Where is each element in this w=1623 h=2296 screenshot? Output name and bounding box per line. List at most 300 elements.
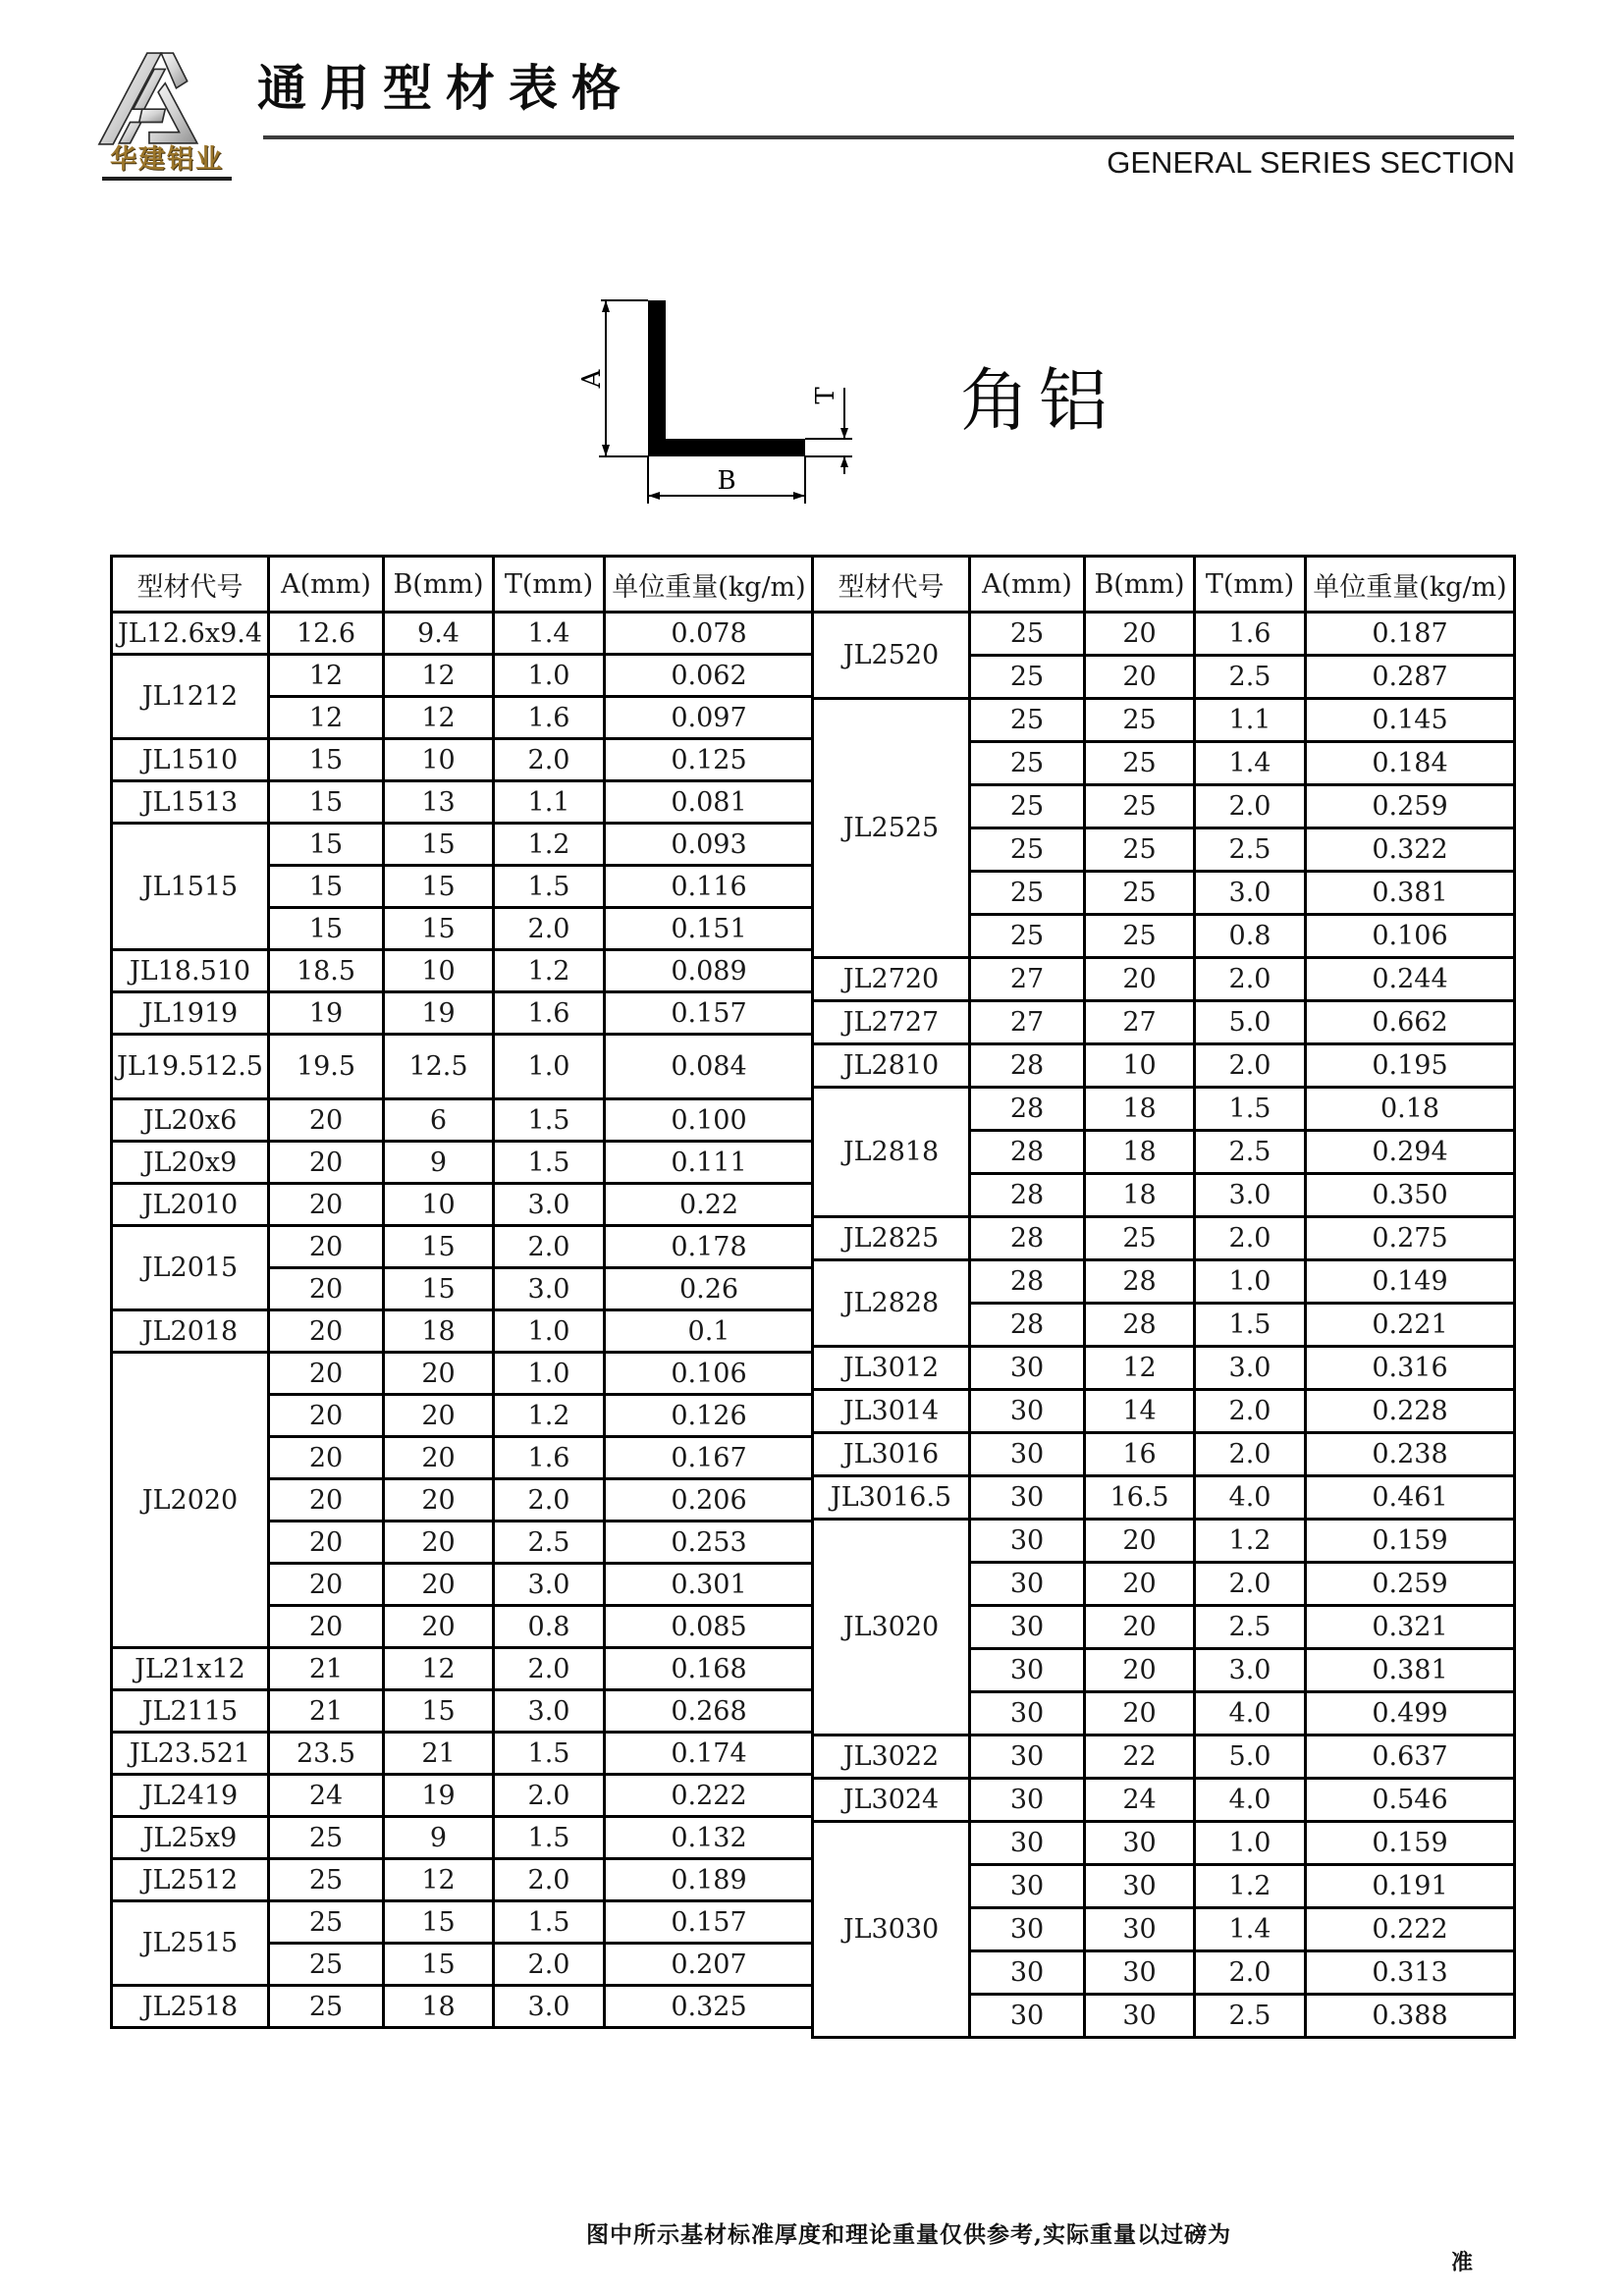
value-cell: 9.4 (384, 613, 494, 655)
profile-code-cell: JL3016.5 (813, 1476, 970, 1520)
value-cell: 25 (269, 1986, 384, 2028)
value-cell: 0.322 (1306, 828, 1515, 872)
value-cell: 15 (269, 781, 384, 824)
value-cell: 30 (970, 1951, 1085, 1995)
value-cell: 21 (269, 1648, 384, 1690)
value-cell: 0.350 (1306, 1174, 1515, 1217)
value-cell: 0.097 (605, 697, 814, 739)
value-cell: 2.5 (1195, 1606, 1306, 1649)
profile-code-cell: JL3016 (813, 1433, 970, 1476)
value-cell: 0.287 (1306, 656, 1515, 699)
value-cell: 30 (970, 1606, 1085, 1649)
value-cell: 13 (384, 781, 494, 824)
table-row (112, 655, 814, 697)
value-cell: 30 (970, 1563, 1085, 1606)
profile-code-cell: JL3024 (813, 1779, 970, 1822)
value-cell: 12 (384, 697, 494, 739)
table-row (112, 1901, 814, 1944)
column-header: B(mm) (384, 557, 494, 613)
column-header: B(mm) (1085, 557, 1195, 613)
value-cell: 3.0 (494, 1184, 605, 1226)
value-cell: 0.159 (1306, 1520, 1515, 1563)
value-cell: 0.078 (605, 613, 814, 655)
value-cell: 0.116 (605, 866, 814, 908)
profile-vertical-leg (648, 300, 666, 456)
value-cell: 18 (1085, 1131, 1195, 1174)
value-cell: 25 (1085, 1217, 1195, 1260)
value-cell: 0.151 (605, 908, 814, 950)
profile-code-cell: JL2015 (112, 1226, 269, 1310)
value-cell: 3.0 (494, 1986, 605, 2028)
value-cell: 1.5 (494, 1901, 605, 1944)
value-cell: 25 (1085, 828, 1195, 872)
value-cell: 0.132 (605, 1817, 814, 1859)
value-cell: 30 (970, 1908, 1085, 1951)
table-row (112, 1859, 814, 1901)
value-cell: 20 (269, 1268, 384, 1310)
profile-horizontal-leg (648, 439, 805, 456)
footer-note-tail: 准 (1451, 2250, 1474, 2275)
table-row (112, 824, 814, 866)
profile-code-cell: JL20x6 (112, 1099, 269, 1142)
dimension-label-a: A (577, 369, 607, 389)
table-row (813, 1520, 1515, 1563)
value-cell: 25 (269, 1944, 384, 1986)
value-cell: 28 (1085, 1260, 1195, 1304)
profile-code-cell: JL3030 (813, 1822, 970, 2038)
value-cell: 10 (1085, 1044, 1195, 1088)
profile-code-cell: JL1513 (112, 781, 269, 824)
value-cell: 1.6 (494, 992, 605, 1035)
value-cell: 15 (384, 866, 494, 908)
value-cell: 1.5 (1195, 1304, 1306, 1347)
value-cell: 0.546 (1306, 1779, 1515, 1822)
value-cell: 0.093 (605, 824, 814, 866)
table-row (112, 1817, 814, 1859)
table-row (813, 1217, 1515, 1260)
value-cell: 12 (384, 1859, 494, 1901)
value-cell: 15 (384, 1226, 494, 1268)
table-row (112, 1226, 814, 1268)
value-cell: 10 (384, 739, 494, 781)
value-cell: 4.0 (1195, 1476, 1306, 1520)
value-cell: 1.2 (494, 824, 605, 866)
value-cell: 15 (269, 824, 384, 866)
value-cell: 2.0 (1195, 1951, 1306, 1995)
value-cell: 15 (384, 824, 494, 866)
value-cell: 15 (269, 866, 384, 908)
value-cell: 25 (970, 699, 1085, 742)
value-cell: 25 (970, 613, 1085, 656)
value-cell: 20 (384, 1479, 494, 1522)
table-row (813, 1088, 1515, 1131)
value-cell: 30 (970, 1520, 1085, 1563)
value-cell: 0.8 (1195, 915, 1306, 958)
value-cell: 1.6 (494, 697, 605, 739)
value-cell: 27 (970, 958, 1085, 1001)
value-cell: 15 (384, 908, 494, 950)
value-cell: 1.4 (1195, 742, 1306, 785)
column-header: T(mm) (1195, 557, 1306, 613)
profile-code-cell: JL21x12 (112, 1648, 269, 1690)
profile-code-cell: JL2512 (112, 1859, 269, 1901)
value-cell: 0.184 (1306, 742, 1515, 785)
value-cell: 20 (269, 1564, 384, 1606)
value-cell: 28 (970, 1217, 1085, 1260)
table-row (813, 1260, 1515, 1304)
value-cell: 19 (269, 992, 384, 1035)
value-cell: 15 (384, 1901, 494, 1944)
value-cell: 25 (1085, 872, 1195, 915)
table-row (112, 1353, 814, 1395)
value-cell: 1.4 (1195, 1908, 1306, 1951)
profile-code-cell: JL2810 (813, 1044, 970, 1088)
value-cell: 19.5 (269, 1035, 384, 1099)
value-cell: 2.0 (494, 1775, 605, 1817)
value-cell: 12.5 (384, 1035, 494, 1099)
value-cell: 1.5 (494, 1817, 605, 1859)
value-cell: 0.100 (605, 1099, 814, 1142)
value-cell: 15 (384, 1690, 494, 1733)
value-cell: 12 (1085, 1347, 1195, 1390)
value-cell: 30 (1085, 1908, 1195, 1951)
value-cell: 0.259 (1306, 1563, 1515, 1606)
value-cell: 1.2 (494, 950, 605, 992)
table-row (813, 1347, 1515, 1390)
value-cell: 20 (1085, 1692, 1195, 1735)
profile-code-cell: JL1515 (112, 824, 269, 950)
value-cell: 0.381 (1306, 872, 1515, 915)
value-cell: 1.5 (494, 1733, 605, 1775)
value-cell: 0.222 (605, 1775, 814, 1817)
value-cell: 0.081 (605, 781, 814, 824)
product-name: 角铝 (960, 360, 1117, 441)
footer-note: 图中所示基材标准厚度和理论重量仅供参考,实际重量以过磅为 (586, 2221, 1232, 2248)
value-cell: 23.5 (269, 1733, 384, 1775)
value-cell: 0.662 (1306, 1001, 1515, 1044)
table-row (112, 1099, 814, 1142)
value-cell: 20 (1085, 613, 1195, 656)
profile-code-cell: JL12.6x9.4 (112, 613, 269, 655)
profile-code-cell: JL2020 (112, 1353, 269, 1648)
value-cell: 27 (970, 1001, 1085, 1044)
profile-code-cell: JL2828 (813, 1260, 970, 1347)
profile-code-cell: JL20x9 (112, 1142, 269, 1184)
table-row (112, 1142, 814, 1184)
value-cell: 30 (970, 1995, 1085, 2038)
value-cell: 0.187 (1306, 613, 1515, 656)
profile-code-cell: JL2515 (112, 1901, 269, 1986)
value-cell: 15 (269, 908, 384, 950)
value-cell: 2.5 (1195, 1131, 1306, 1174)
value-cell: 25 (269, 1817, 384, 1859)
value-cell: 12 (269, 655, 384, 697)
value-cell: 0.388 (1306, 1995, 1515, 2038)
value-cell: 20 (269, 1522, 384, 1564)
profile-code-cell: JL1212 (112, 655, 269, 739)
page-subtitle: GENERAL SERIES SECTION (1107, 145, 1515, 180)
value-cell: 1.0 (494, 1310, 605, 1353)
column-header: 型材代号 (112, 557, 269, 613)
value-cell: 0.1 (605, 1310, 814, 1353)
value-cell: 30 (970, 1347, 1085, 1390)
table-row (813, 1779, 1515, 1822)
value-cell: 0.461 (1306, 1476, 1515, 1520)
brand-logo-icon (90, 47, 216, 147)
value-cell: 0.222 (1306, 1908, 1515, 1951)
value-cell: 0.062 (605, 655, 814, 697)
value-cell: 20 (384, 1564, 494, 1606)
value-cell: 15 (269, 739, 384, 781)
title-divider (263, 135, 1514, 139)
value-cell: 0.191 (1306, 1865, 1515, 1908)
dimension-label-t: T (811, 387, 840, 404)
table-row (813, 958, 1515, 1001)
value-cell: 5.0 (1195, 1735, 1306, 1779)
value-cell: 15 (384, 1268, 494, 1310)
column-header: 单位重量(kg/m) (605, 557, 814, 613)
value-cell: 20 (269, 1226, 384, 1268)
value-cell: 0.637 (1306, 1735, 1515, 1779)
table-row (112, 950, 814, 992)
profile-code-cell: JL2115 (112, 1690, 269, 1733)
value-cell: 18 (384, 1986, 494, 2028)
value-cell: 2.0 (494, 1944, 605, 1986)
value-cell: 28 (970, 1174, 1085, 1217)
value-cell: 30 (970, 1649, 1085, 1692)
profile-code-cell: JL1510 (112, 739, 269, 781)
value-cell: 20 (384, 1353, 494, 1395)
value-cell: 14 (1085, 1390, 1195, 1433)
profile-code-cell: JL2018 (112, 1310, 269, 1353)
table-row (112, 1184, 814, 1226)
value-cell: 0.106 (1306, 915, 1515, 958)
value-cell: 16 (1085, 1433, 1195, 1476)
value-cell: 18 (1085, 1174, 1195, 1217)
profile-code-cell: JL2525 (813, 699, 970, 958)
value-cell: 0.221 (1306, 1304, 1515, 1347)
profiles-table-left (110, 555, 815, 2029)
table-row (813, 1390, 1515, 1433)
profile-code-cell: JL1919 (112, 992, 269, 1035)
column-header: T(mm) (494, 557, 605, 613)
value-cell: 20 (269, 1142, 384, 1184)
table-row (813, 699, 1515, 742)
value-cell: 19 (384, 1775, 494, 1817)
value-cell: 30 (970, 1735, 1085, 1779)
value-cell: 2.0 (1195, 1390, 1306, 1433)
value-cell: 0.157 (605, 1901, 814, 1944)
value-cell: 20 (269, 1310, 384, 1353)
value-cell: 0.174 (605, 1733, 814, 1775)
value-cell: 0.167 (605, 1437, 814, 1479)
value-cell: 1.2 (1195, 1520, 1306, 1563)
profile-code-cell: JL2520 (813, 613, 970, 699)
value-cell: 0.275 (1306, 1217, 1515, 1260)
table-row (112, 1648, 814, 1690)
profile-code-cell: JL2010 (112, 1184, 269, 1226)
angle-profile-diagram (545, 273, 1006, 533)
value-cell: 1.5 (494, 866, 605, 908)
profile-code-cell: JL2825 (813, 1217, 970, 1260)
value-cell: 0.316 (1306, 1347, 1515, 1390)
column-header: 单位重量(kg/m) (1306, 557, 1515, 613)
value-cell: 2.5 (494, 1522, 605, 1564)
dimension-label-b: B (717, 466, 736, 496)
value-cell: 1.0 (494, 1353, 605, 1395)
value-cell: 0.089 (605, 950, 814, 992)
value-cell: 27 (1085, 1001, 1195, 1044)
table-row (112, 613, 814, 655)
value-cell: 12 (269, 697, 384, 739)
column-header: A(mm) (970, 557, 1085, 613)
value-cell: 20 (269, 1353, 384, 1395)
value-cell: 3.0 (1195, 1649, 1306, 1692)
value-cell: 1.5 (494, 1142, 605, 1184)
value-cell: 30 (970, 1779, 1085, 1822)
value-cell: 20 (384, 1395, 494, 1437)
table-row (813, 1822, 1515, 1865)
value-cell: 25 (1085, 699, 1195, 742)
value-cell: 1.0 (494, 655, 605, 697)
table-row (813, 1001, 1515, 1044)
value-cell: 25 (970, 785, 1085, 828)
table-row (813, 1476, 1515, 1520)
value-cell: 0.195 (1306, 1044, 1515, 1088)
profile-code-cell: JL23.521 (112, 1733, 269, 1775)
value-cell: 18.5 (269, 950, 384, 992)
value-cell: 0.8 (494, 1606, 605, 1648)
table-header (813, 557, 1515, 613)
table-row (813, 613, 1515, 656)
table-row (112, 1775, 814, 1817)
value-cell: 0.313 (1306, 1951, 1515, 1995)
value-cell: 1.2 (1195, 1865, 1306, 1908)
value-cell: 22 (1085, 1735, 1195, 1779)
value-cell: 0.22 (605, 1184, 814, 1226)
value-cell: 30 (970, 1822, 1085, 1865)
value-cell: 18 (1085, 1088, 1195, 1131)
value-cell: 0.268 (605, 1690, 814, 1733)
value-cell: 0.228 (1306, 1390, 1515, 1433)
page-title: 通用型材表格 (257, 59, 634, 117)
value-cell: 2.5 (1195, 656, 1306, 699)
value-cell: 12.6 (269, 613, 384, 655)
value-cell: 28 (970, 1044, 1085, 1088)
value-cell: 0.085 (605, 1606, 814, 1648)
value-cell: 1.0 (1195, 1822, 1306, 1865)
table-row (813, 1433, 1515, 1476)
value-cell: 2.0 (494, 1479, 605, 1522)
column-header: 型材代号 (813, 557, 970, 613)
value-cell: 18 (384, 1310, 494, 1353)
table-row (112, 1690, 814, 1733)
value-cell: 3.0 (494, 1564, 605, 1606)
value-cell: 0.244 (1306, 958, 1515, 1001)
value-cell: 1.1 (1195, 699, 1306, 742)
table-row (112, 1310, 814, 1353)
value-cell: 0.325 (605, 1986, 814, 2028)
value-cell: 1.5 (494, 1099, 605, 1142)
value-cell: 5.0 (1195, 1001, 1306, 1044)
value-cell: 20 (269, 1479, 384, 1522)
value-cell: 28 (970, 1260, 1085, 1304)
value-cell: 0.126 (605, 1395, 814, 1437)
table-row (112, 1035, 814, 1099)
value-cell: 2.0 (494, 908, 605, 950)
value-cell: 16.5 (1085, 1476, 1195, 1520)
value-cell: 15 (384, 1944, 494, 1986)
value-cell: 20 (1085, 1606, 1195, 1649)
profile-code-cell: JL3014 (813, 1390, 970, 1433)
value-cell: 0.381 (1306, 1649, 1515, 1692)
value-cell: 20 (1085, 1520, 1195, 1563)
value-cell: 12 (384, 655, 494, 697)
value-cell: 25 (1085, 742, 1195, 785)
profile-code-cell: JL2419 (112, 1775, 269, 1817)
value-cell: 0.207 (605, 1944, 814, 1986)
value-cell: 0.26 (605, 1268, 814, 1310)
value-cell: 25 (269, 1859, 384, 1901)
value-cell: 2.0 (1195, 1217, 1306, 1260)
value-cell: 1.6 (1195, 613, 1306, 656)
value-cell: 2.5 (1195, 1995, 1306, 2038)
value-cell: 2.0 (494, 1648, 605, 1690)
value-cell: 0.111 (605, 1142, 814, 1184)
profile-code-cell: JL19.512.5 (112, 1035, 269, 1099)
profile-code-cell: JL2727 (813, 1001, 970, 1044)
value-cell: 3.0 (1195, 1347, 1306, 1390)
profile-code-cell: JL3020 (813, 1520, 970, 1735)
value-cell: 2.0 (1195, 1563, 1306, 1606)
table-row (112, 739, 814, 781)
table-row (112, 1986, 814, 2028)
value-cell: 1.0 (494, 1035, 605, 1099)
value-cell: 10 (384, 950, 494, 992)
profile-code-cell: JL2818 (813, 1088, 970, 1217)
table-row (813, 1735, 1515, 1779)
value-cell: 0.321 (1306, 1606, 1515, 1649)
value-cell: 28 (1085, 1304, 1195, 1347)
value-cell: 20 (1085, 958, 1195, 1001)
value-cell: 20 (269, 1606, 384, 1648)
value-cell: 2.0 (494, 1859, 605, 1901)
value-cell: 28 (970, 1131, 1085, 1174)
table-row (112, 781, 814, 824)
value-cell: 0.149 (1306, 1260, 1515, 1304)
value-cell: 2.0 (1195, 1433, 1306, 1476)
table-row (813, 1044, 1515, 1088)
profile-code-cell: JL18.510 (112, 950, 269, 992)
value-cell: 0.238 (1306, 1433, 1515, 1476)
value-cell: 20 (1085, 1563, 1195, 1606)
value-cell: 0.106 (605, 1353, 814, 1395)
value-cell: 25 (1085, 785, 1195, 828)
value-cell: 25 (970, 656, 1085, 699)
table-row (112, 992, 814, 1035)
value-cell: 4.0 (1195, 1779, 1306, 1822)
value-cell: 20 (384, 1606, 494, 1648)
value-cell: 4.0 (1195, 1692, 1306, 1735)
value-cell: 21 (384, 1733, 494, 1775)
value-cell: 20 (269, 1437, 384, 1479)
value-cell: 2.0 (1195, 1044, 1306, 1088)
profile-code-cell: JL3012 (813, 1347, 970, 1390)
value-cell: 25 (1085, 915, 1195, 958)
value-cell: 12 (384, 1648, 494, 1690)
profiles-table-right (811, 555, 1516, 2039)
value-cell: 30 (1085, 1865, 1195, 1908)
